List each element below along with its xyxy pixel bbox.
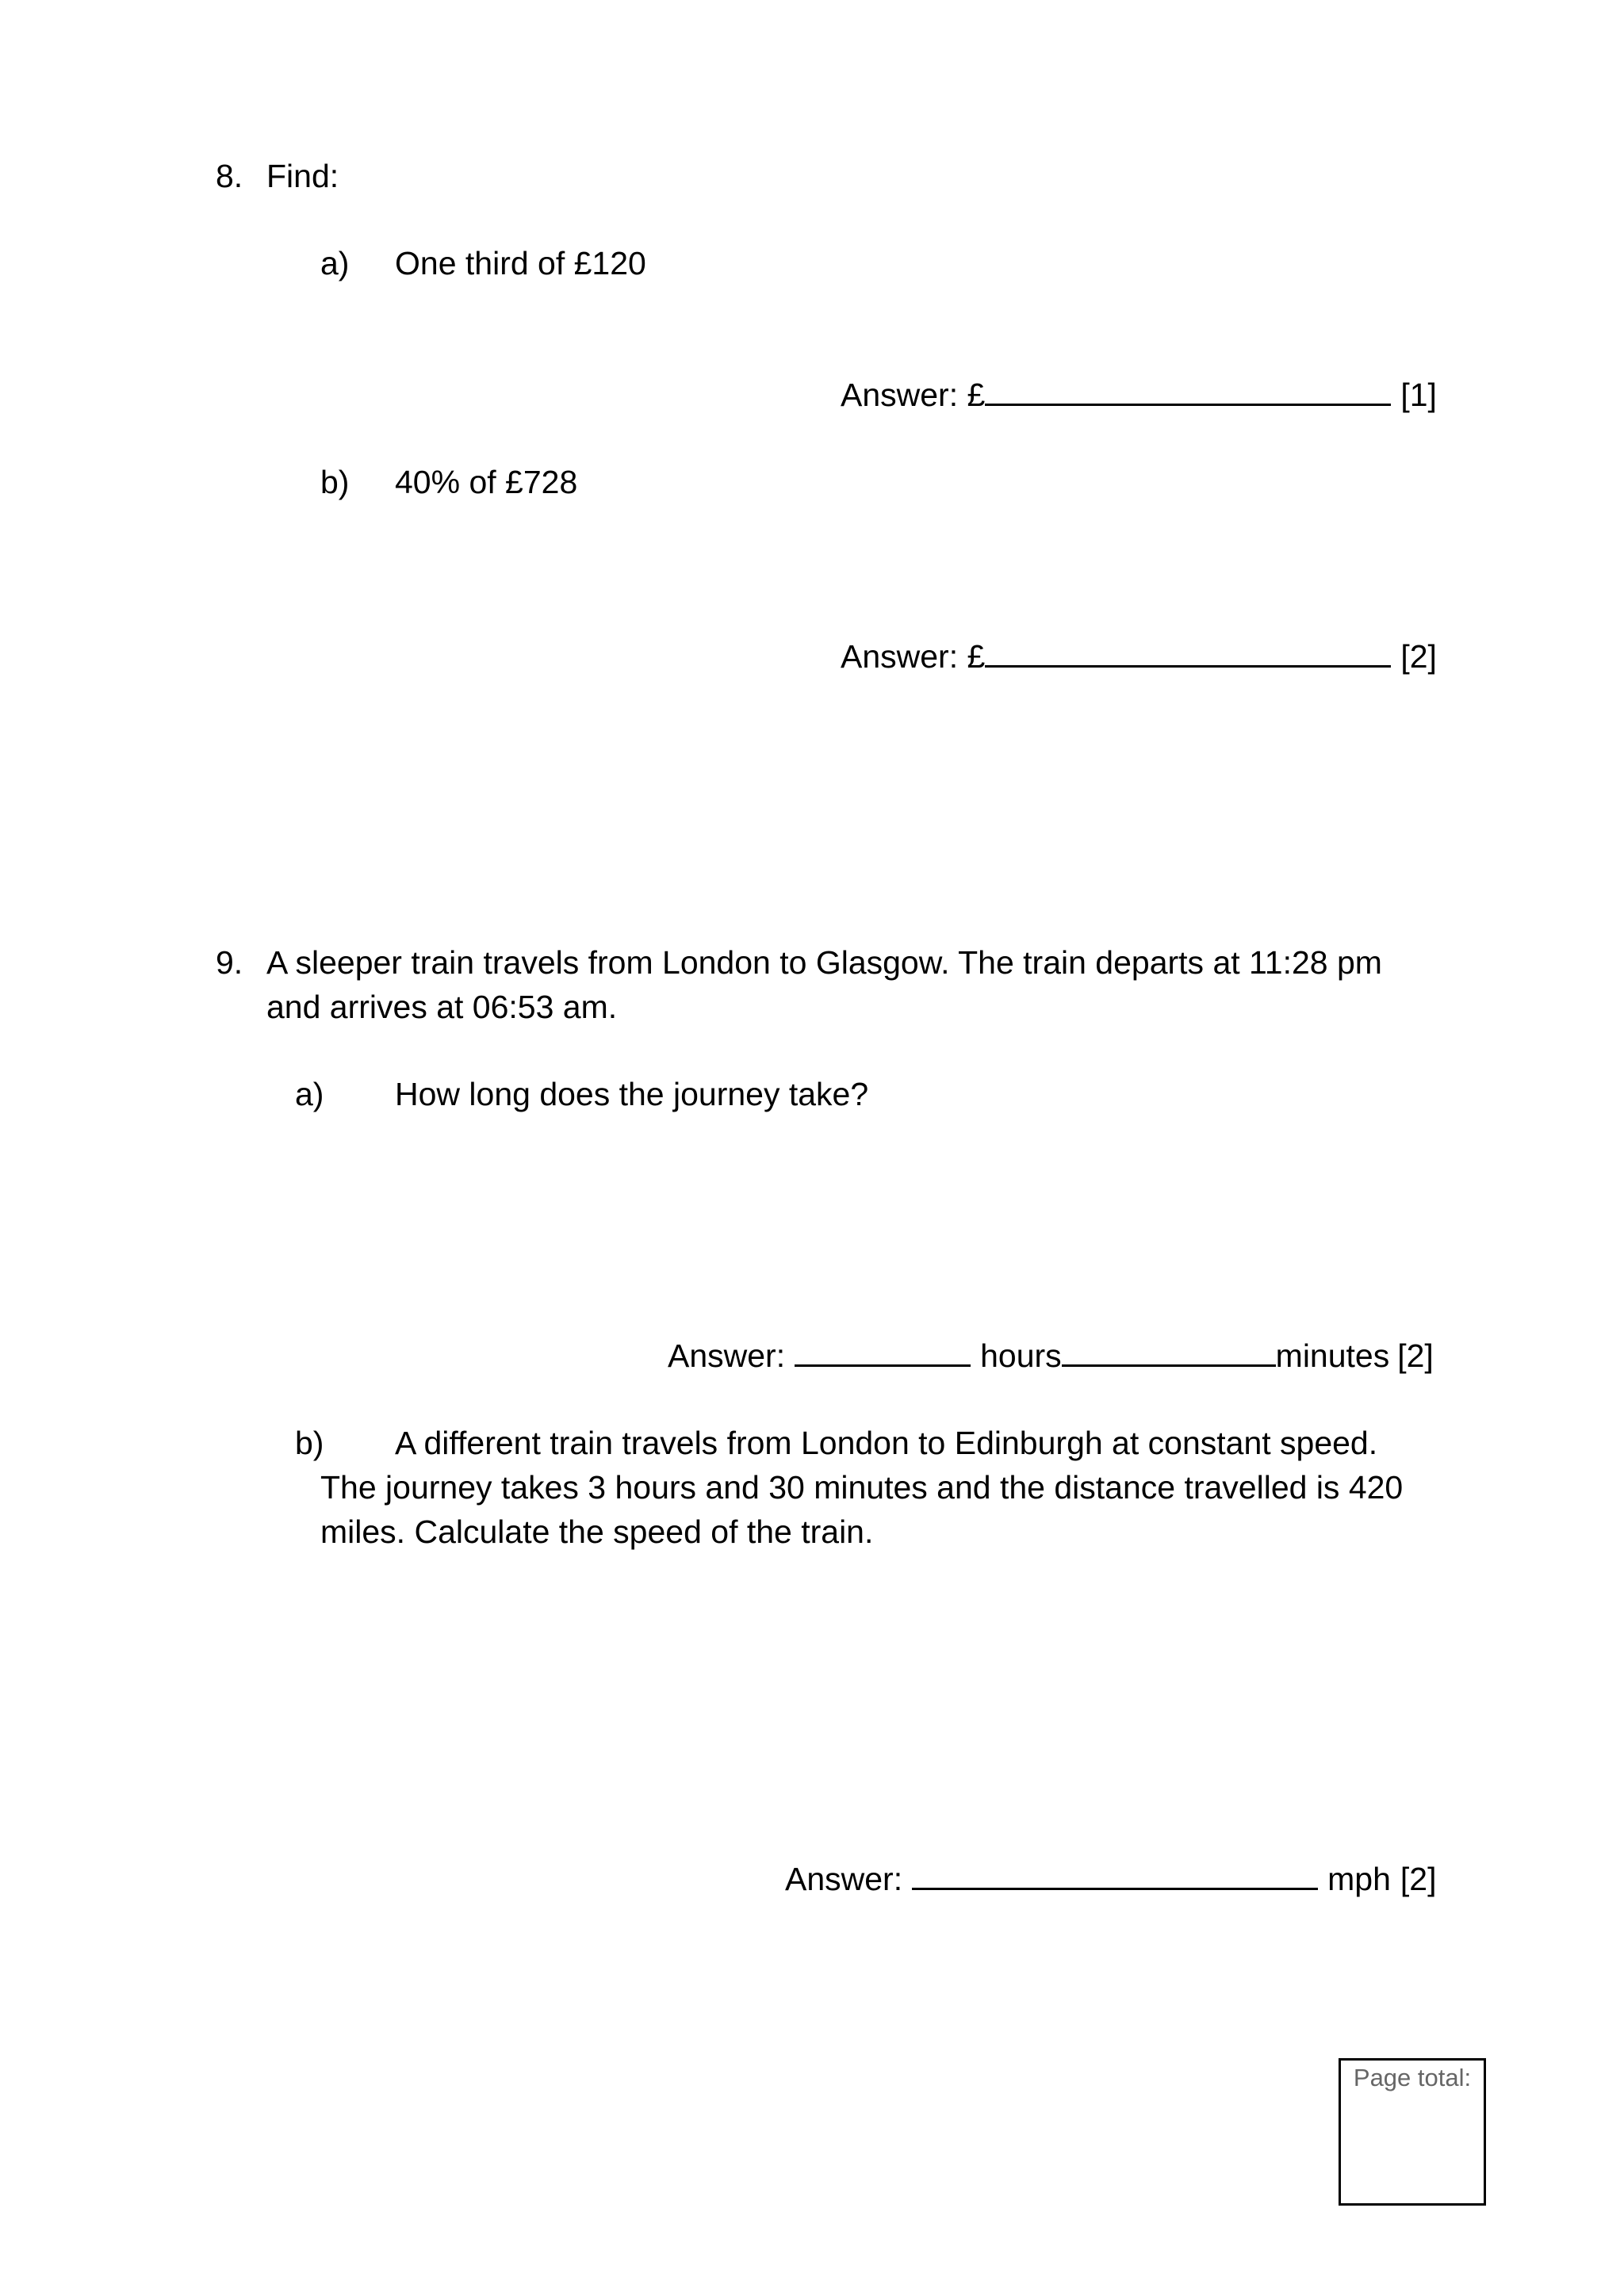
hours-blank[interactable] xyxy=(795,1337,971,1367)
marks: [2] xyxy=(1397,1337,1434,1374)
question-9a-text: How long does the journey take? xyxy=(395,1076,869,1112)
question-9-number: 9. xyxy=(216,944,243,981)
question-8a-answer-line xyxy=(841,374,1437,416)
question-8-prompt: Find: xyxy=(266,158,339,194)
question-8b-answer-line xyxy=(841,636,1437,678)
marks: [2] xyxy=(1400,638,1437,675)
page-total-box[interactable] xyxy=(1339,2058,1486,2206)
answer-blank[interactable] xyxy=(985,377,1391,406)
answer-label: Answer: £ xyxy=(841,638,986,675)
marks: [1] xyxy=(1400,377,1437,413)
question-9b-text-line-2: The journey takes 3 hours and 30 minutes and the distance travelled is 420 xyxy=(320,1469,1404,1506)
speed-blank[interactable] xyxy=(912,1861,1318,1890)
speed-unit: mph xyxy=(1327,1861,1391,1897)
question-9b-answer-line xyxy=(785,1858,1436,1900)
question-9a-answer-line xyxy=(668,1335,1434,1377)
page-total-label: Page total: xyxy=(1353,2064,1472,2091)
question-8b-label: b) xyxy=(320,464,350,500)
question-8a-text: One third of £120 xyxy=(395,245,646,281)
question-8b-text: 40% of £728 xyxy=(395,464,578,500)
minutes-blank[interactable] xyxy=(1062,1337,1276,1367)
question-9a-label: a) xyxy=(295,1076,324,1112)
answer-label: Answer: xyxy=(668,1337,786,1374)
question-9b-text-line-3: miles. Calculate the speed of the train. xyxy=(320,1513,874,1550)
answer-blank[interactable] xyxy=(985,638,1391,668)
question-9-text-line-1: A sleeper train travels from London to Glasgow. The train departs at 11:28 pm xyxy=(266,944,1382,981)
answer-label: Answer: xyxy=(785,1861,903,1897)
question-8-number: 8. xyxy=(216,158,243,194)
question-9b-text-line-1: A different train travels from London to Edinburgh at constant speed. xyxy=(395,1425,1378,1461)
question-9-text-line-2: and arrives at 06:53 am. xyxy=(266,989,618,1025)
question-9b-label: b) xyxy=(295,1425,324,1461)
minutes-unit: minutes xyxy=(1275,1337,1390,1374)
answer-label: Answer: £ xyxy=(841,377,986,413)
hours-unit: hours xyxy=(980,1337,1062,1374)
question-8a-label: a) xyxy=(320,245,350,281)
marks: [2] xyxy=(1400,1861,1437,1897)
